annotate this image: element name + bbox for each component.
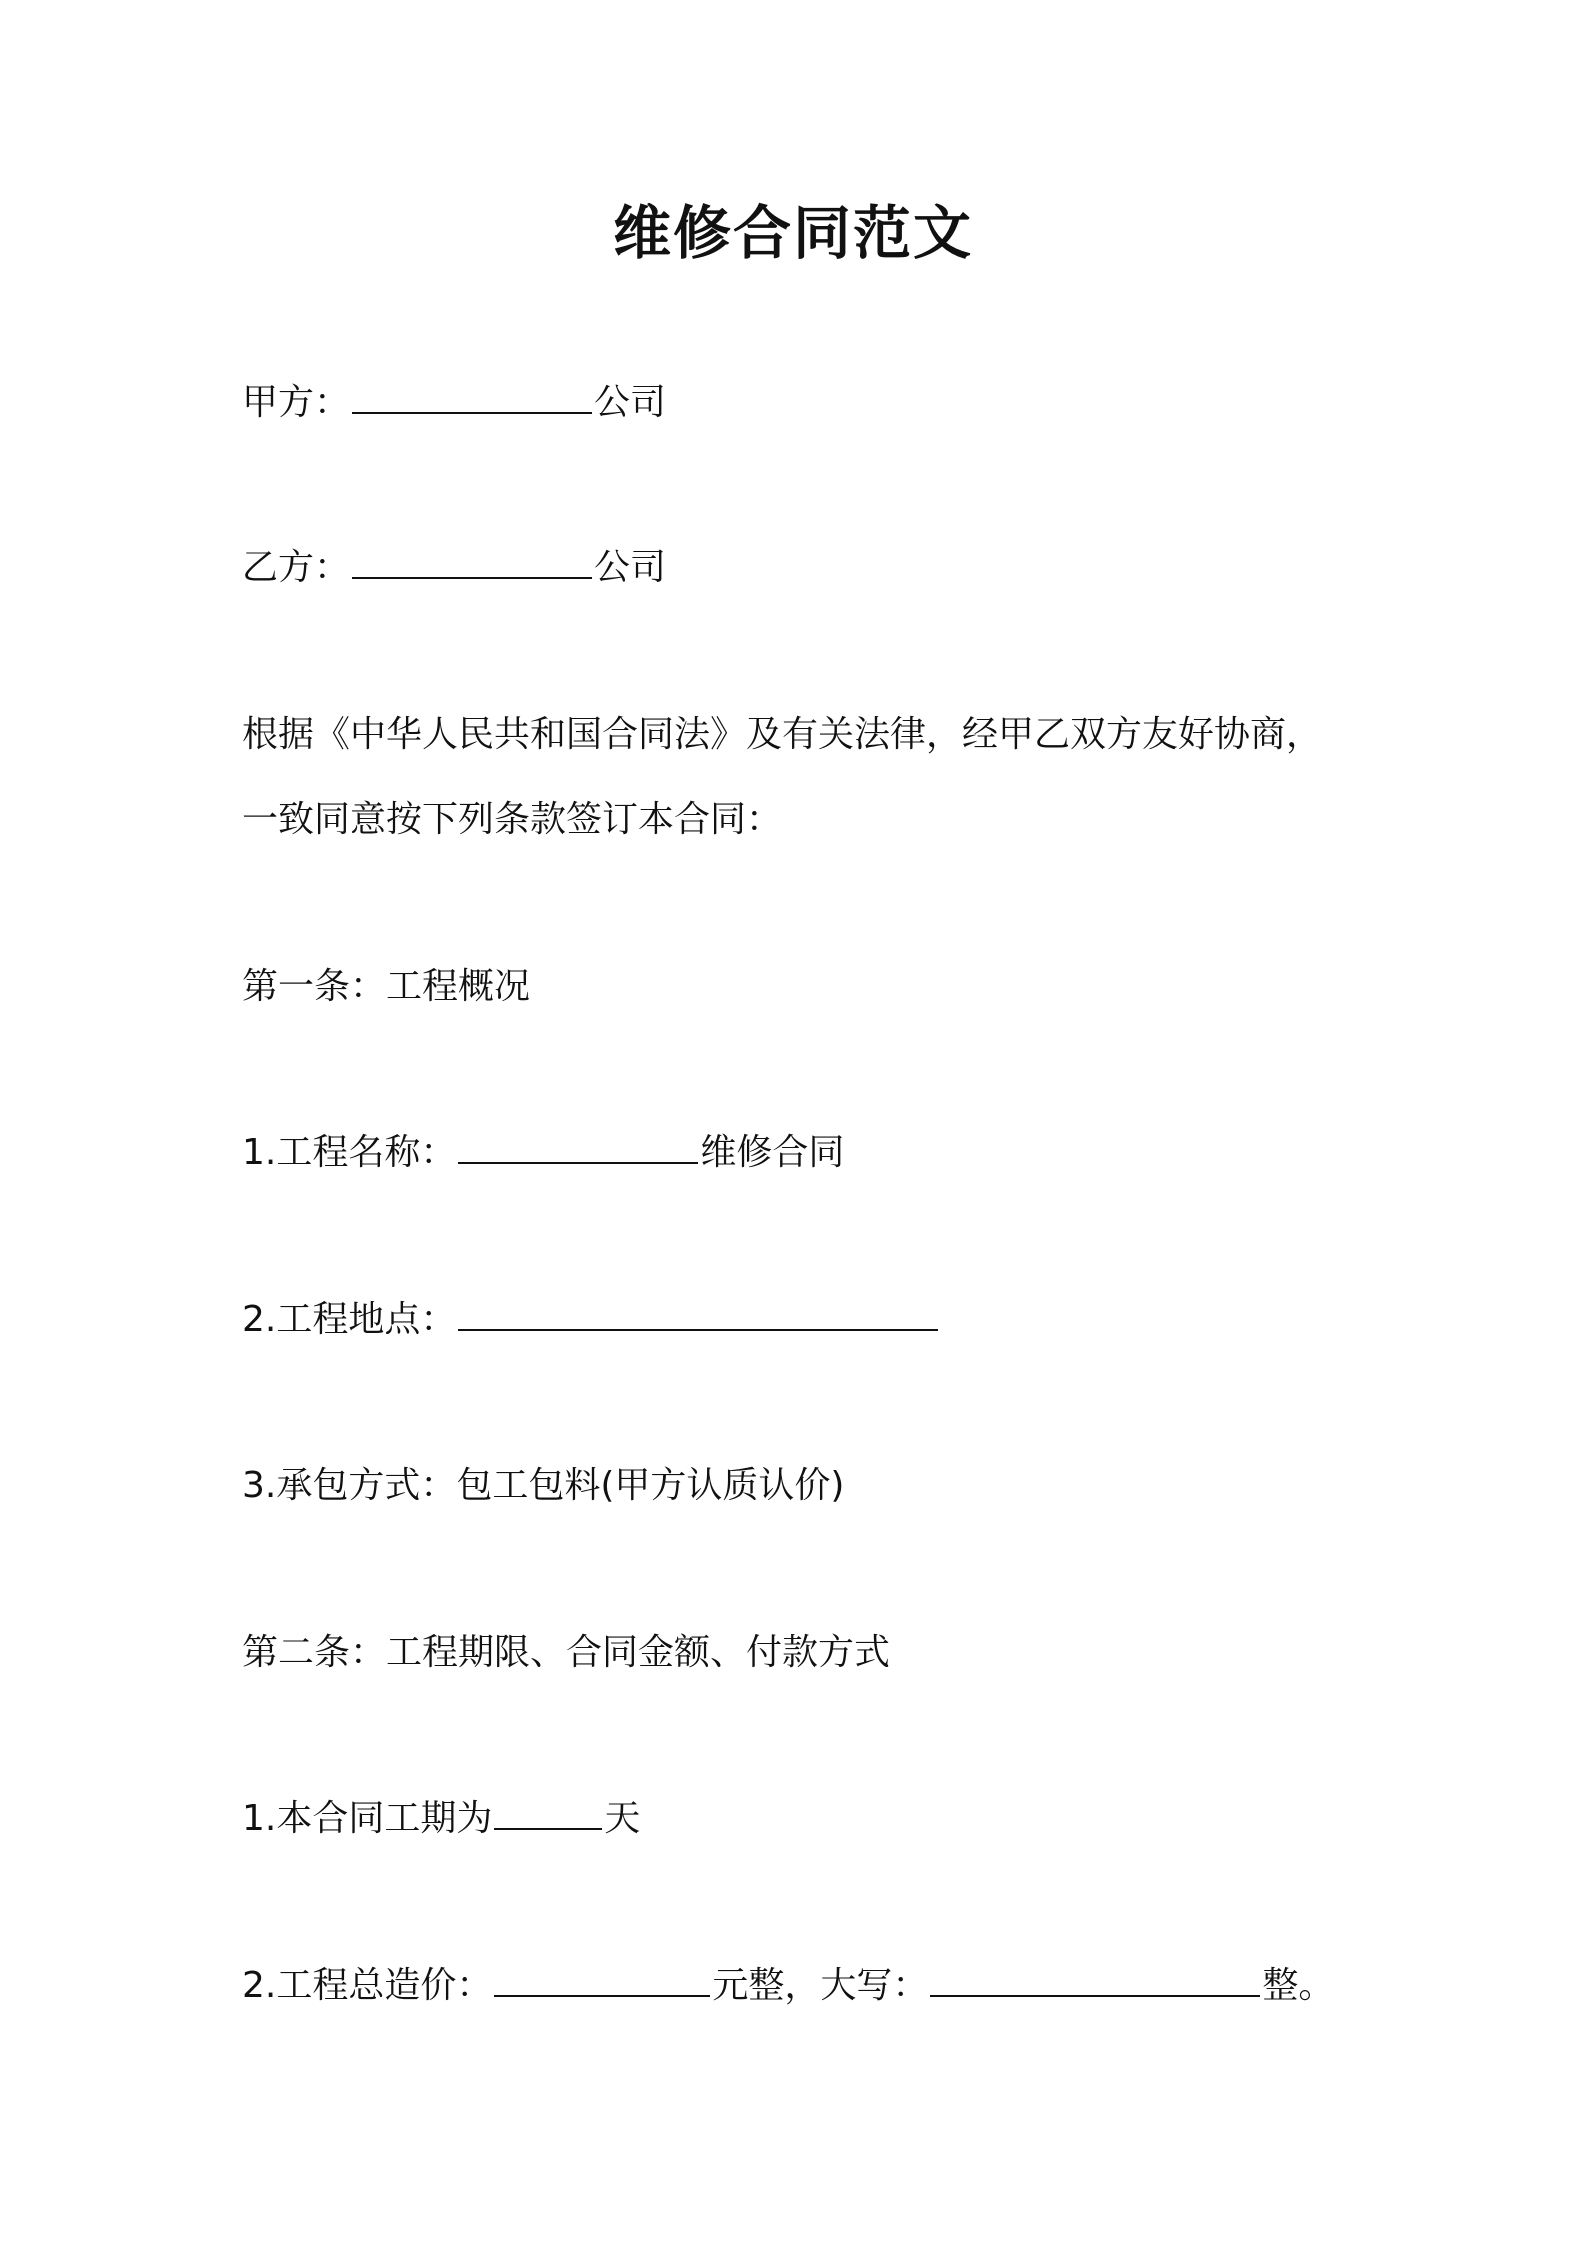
- duration-blank: [494, 1794, 602, 1830]
- party-b-label: 乙方：: [242, 547, 351, 588]
- article1-item1: [242, 1128, 844, 1178]
- article2-item2: [242, 1961, 1334, 2011]
- article1-item3: 3.承包方式：包工包料(甲方认质认价): [242, 1465, 845, 1506]
- total-price-words-blank: [930, 1961, 1260, 1997]
- party-a-suffix: 公司: [594, 382, 667, 423]
- article1-heading: 第一条：工程概况: [242, 966, 531, 1007]
- total-price-blank: [494, 1961, 710, 1997]
- project-name-label: 1.工程名称：: [242, 1132, 457, 1173]
- document-title: 维修合同范文: [612, 199, 973, 267]
- intro-line-1: 根据《中华人民共和国合同法》及有关法律，经甲乙双方友好协商，: [242, 714, 1323, 755]
- party-b-line: [242, 543, 666, 593]
- intro-line-2: 一致同意按下列条款签订本合同：: [242, 799, 783, 840]
- article2-item1: [242, 1794, 640, 1844]
- project-location-blank: [458, 1295, 938, 1331]
- total-price-suffix: 整。: [1262, 1965, 1335, 2006]
- article1-item2: [242, 1295, 940, 1345]
- project-name-suffix: 维修合同: [700, 1132, 845, 1173]
- party-b-suffix: 公司: [594, 547, 667, 588]
- duration-suffix: 天: [604, 1798, 641, 1839]
- party-a-blank: [352, 378, 592, 414]
- party-b-blank: [352, 543, 592, 579]
- party-a-label: 甲方：: [242, 382, 351, 423]
- article2-heading: 第二条：工程期限、合同金额、付款方式: [242, 1632, 891, 1673]
- duration-label: 1.本合同工期为: [242, 1798, 493, 1839]
- total-price-middle: 元整，大写：: [712, 1965, 929, 2006]
- party-a-line: [242, 378, 666, 428]
- total-price-label: 2.工程总造价：: [242, 1965, 493, 2006]
- project-location-label: 2.工程地点：: [242, 1299, 457, 1340]
- project-name-blank: [458, 1128, 698, 1164]
